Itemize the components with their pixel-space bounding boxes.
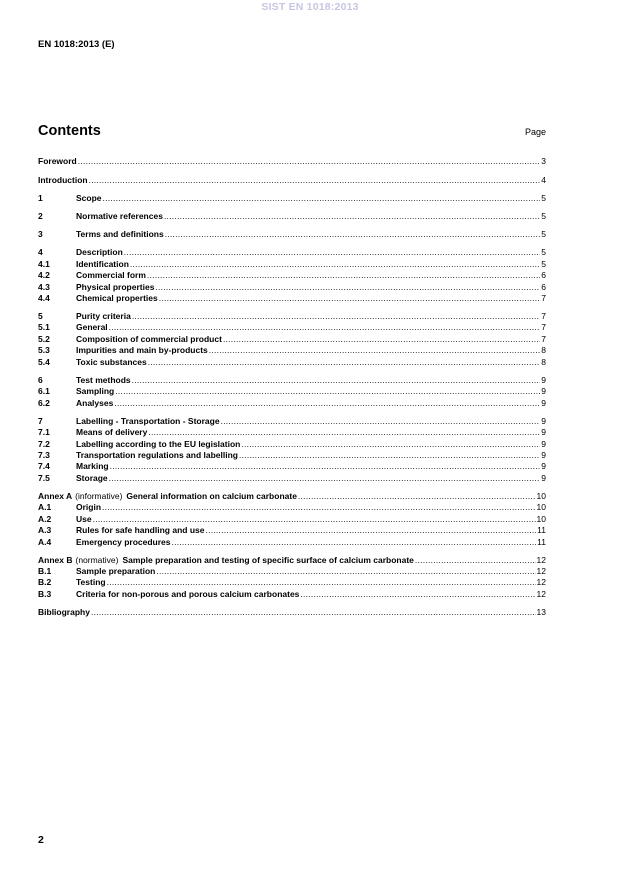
toc-entry-title: Impurities and main by-products	[76, 345, 208, 356]
toc-dot-leader	[148, 427, 540, 438]
toc-entry-title: Means of delivery	[76, 427, 148, 438]
toc-entry-number: 6	[38, 374, 43, 385]
toc-entry-page: 10	[536, 502, 546, 513]
toc-entry-page: 5	[541, 229, 546, 240]
toc-dot-leader	[298, 491, 536, 502]
toc-entry-number: B.3	[38, 588, 52, 599]
toc-entry-title: General information on calcium carbonate	[126, 490, 297, 501]
toc-entry-page: 12	[536, 577, 546, 588]
toc-entry-page: 10	[536, 490, 546, 501]
toc-entry-title: Rules for safe handling and use	[76, 525, 205, 536]
toc-entry-title: Terms and definitions	[76, 229, 164, 240]
toc-entry-title: Physical properties	[76, 281, 155, 292]
page-column-label: Page	[524, 127, 546, 137]
toc-dot-leader	[209, 345, 540, 356]
toc-entry-title: Test methods	[76, 374, 131, 385]
toc-entry-title: Labelling according to the EU legislation	[76, 438, 241, 449]
toc-entry-page: 12	[536, 554, 546, 565]
toc-entry-number: 6.1	[38, 386, 50, 397]
toc-dot-leader	[300, 589, 535, 600]
toc-entry-title: Foreword	[38, 156, 77, 167]
toc-entry-title: Emergency procedures	[76, 536, 171, 547]
toc-entry-page: 5	[541, 210, 546, 221]
toc-entry[interactable]	[38, 192, 546, 203]
toc-entry-page: 7	[541, 292, 546, 303]
toc-entry[interactable]	[38, 415, 546, 426]
toc-entry[interactable]	[38, 502, 546, 513]
toc-dot-leader	[103, 193, 541, 204]
toc-entry-title: Purity criteria	[76, 311, 131, 322]
toc-entry[interactable]	[38, 554, 546, 565]
toc-entry-title: Scope	[76, 192, 102, 203]
toc-entry-title: Introduction	[38, 174, 88, 185]
toc-entry-number: 5.1	[38, 322, 50, 333]
toc-entry-title: Description	[76, 247, 123, 258]
toc-entry-number: 7.4	[38, 461, 50, 472]
toc-entry-page: 13	[536, 607, 546, 618]
toc-entry[interactable]	[38, 461, 546, 472]
toc-dot-leader	[130, 259, 540, 270]
toc-entry[interactable]	[38, 211, 546, 222]
toc-entry-page: 9	[541, 415, 546, 426]
toc-entry-number: 4.1	[38, 258, 50, 269]
toc-dot-leader	[132, 375, 541, 386]
toc-dot-leader	[114, 398, 540, 409]
toc-entry-annex-kind: (informative)	[75, 490, 123, 501]
toc-entry-number: 4.4	[38, 292, 50, 303]
toc-dot-leader	[89, 175, 541, 186]
toc-entry-page: 9	[541, 386, 546, 397]
toc-entry[interactable]	[38, 174, 546, 185]
toc-entry-annex-kind: (normative)	[75, 554, 119, 565]
toc-entry-title: Chemical properties	[76, 292, 158, 303]
toc-entry-title: Criteria for non-porous and porous calcium carbonates	[76, 588, 300, 599]
toc-entry-number: 7.3	[38, 449, 50, 460]
toc-entry[interactable]	[38, 450, 546, 461]
toc-dot-leader	[148, 357, 541, 368]
toc-entry-number: 5.2	[38, 333, 50, 344]
toc-entry[interactable]	[38, 247, 546, 258]
toc-entry[interactable]	[38, 386, 546, 397]
toc-entry[interactable]	[38, 281, 546, 292]
toc-entry-title: Marking	[76, 461, 109, 472]
toc-entry-number: 7.1	[38, 427, 50, 438]
toc-entry[interactable]	[38, 156, 546, 167]
toc-entry-title: Analyses	[76, 397, 114, 408]
toc-entry[interactable]	[38, 345, 546, 356]
toc-entry-page: 6	[541, 281, 546, 292]
toc-dot-leader	[110, 461, 541, 472]
toc-dot-leader	[239, 450, 540, 461]
toc-entry-number: 4.2	[38, 270, 50, 281]
toc-dot-leader	[165, 229, 541, 240]
toc-dot-leader	[102, 502, 536, 513]
toc-dot-leader	[223, 334, 540, 345]
toc-entry-number: 1	[38, 192, 43, 203]
toc-entry[interactable]	[38, 588, 546, 599]
toc-entry-title: Use	[76, 513, 92, 524]
toc-entry-number: A.2	[38, 513, 52, 524]
toc-entry-title: Labelling - Transportation - Storage	[76, 415, 220, 426]
toc-entry-page: 7	[541, 311, 546, 322]
toc-entry[interactable]	[38, 607, 546, 618]
toc-dot-leader	[115, 386, 540, 397]
toc-entry-title: Sampling	[76, 386, 115, 397]
toc-entry[interactable]	[38, 566, 546, 577]
toc-dot-leader	[241, 439, 540, 450]
toc-dot-leader	[205, 525, 536, 536]
toc-entry-page: 9	[541, 461, 546, 472]
toc-entry-title: Composition of commercial product	[76, 333, 222, 344]
toc-entry-number: 7.5	[38, 472, 50, 483]
toc-entry-page: 7	[541, 333, 546, 344]
toc-entry[interactable]	[38, 577, 546, 588]
toc-entry-number: A.4	[38, 536, 52, 547]
toc-entry[interactable]	[38, 333, 546, 344]
toc-entry[interactable]	[38, 438, 546, 449]
toc-dot-leader	[91, 607, 536, 618]
toc-entry-number: 5.4	[38, 356, 50, 367]
toc-entry[interactable]	[38, 525, 546, 536]
toc-entry-page: 6	[541, 270, 546, 281]
toc-entry[interactable]	[38, 513, 546, 524]
toc-entry-number: 2	[38, 210, 43, 221]
toc-entry[interactable]	[38, 536, 546, 547]
toc-entry-number: A.3	[38, 525, 52, 536]
toc-dot-leader	[109, 473, 541, 484]
toc-entry[interactable]	[38, 374, 546, 385]
toc-dot-leader	[109, 322, 541, 333]
toc-entry-page: 5	[541, 247, 546, 258]
toc-entry-number: Annex A	[38, 490, 73, 501]
document-id: EN 1018:2013 (E)	[38, 39, 115, 50]
toc-entry[interactable]	[38, 270, 546, 281]
toc-entry-title: Toxic substances	[76, 356, 147, 367]
toc-dot-leader	[107, 577, 536, 588]
toc-entry-number: 4.3	[38, 281, 50, 292]
toc-entry-number: Annex B	[38, 554, 73, 565]
toc-entry-title: Testing	[76, 577, 106, 588]
toc-dot-leader	[132, 311, 540, 322]
toc-entry[interactable]	[38, 356, 546, 367]
toc-entry-number: A.1	[38, 502, 52, 513]
toc-dot-leader	[156, 566, 535, 577]
toc-dot-leader	[415, 555, 536, 566]
toc-entry-page: 9	[541, 397, 546, 408]
toc-entry-page: 5	[541, 192, 546, 203]
toc-entry-number: 7	[38, 415, 43, 426]
toc-entry-page: 3	[541, 156, 546, 167]
toc-entry[interactable]	[38, 258, 546, 269]
toc-dot-leader	[171, 537, 536, 548]
toc-dot-leader	[78, 156, 541, 167]
toc-entry-title: General	[76, 322, 108, 333]
toc-entry-page: 12	[536, 566, 546, 577]
toc-dot-leader	[221, 416, 541, 427]
toc-entry-title: Storage	[76, 472, 108, 483]
toc-entry-number: B.1	[38, 566, 52, 577]
toc-entry-number: 5.3	[38, 345, 50, 356]
toc-entry-title: Sample preparation	[76, 566, 156, 577]
toc-entry-number: 3	[38, 229, 43, 240]
page-number: 2	[38, 834, 44, 846]
toc-entry[interactable]	[38, 293, 546, 304]
toc-entry-title: Identification	[76, 258, 129, 269]
toc-entry-page: 9	[541, 438, 546, 449]
watermark: SIST EN 1018:2013	[261, 1, 359, 13]
toc-entry-page: 12	[536, 588, 546, 599]
toc-entry[interactable]	[38, 491, 546, 502]
toc-entry[interactable]	[38, 427, 546, 438]
toc-entry-page: 9	[541, 449, 546, 460]
toc-entry-title: Sample preparation and testing of specific surface of calcium carbonate	[122, 554, 414, 565]
toc-dot-leader	[164, 211, 540, 222]
toc-entry-page: 8	[541, 356, 546, 367]
toc-entry-page: 9	[541, 374, 546, 385]
toc-entry[interactable]	[38, 472, 546, 483]
toc-entry-page: 9	[541, 427, 546, 438]
toc-dot-leader	[124, 247, 541, 258]
toc-entry-page: 11	[537, 536, 546, 547]
toc-dot-leader	[159, 293, 541, 304]
toc-dot-leader	[93, 514, 536, 525]
toc-entry-page: 10	[536, 513, 546, 524]
toc-entry-number: 5	[38, 311, 43, 322]
toc-entry-title: Bibliography	[38, 607, 90, 618]
toc-entry-number: 7.2	[38, 438, 50, 449]
toc-entry[interactable]	[38, 397, 546, 408]
contents-title: Contents	[38, 123, 101, 139]
toc-entry[interactable]	[38, 311, 546, 322]
toc-entry-page: 11	[537, 525, 546, 536]
toc-entry-page: 8	[541, 345, 546, 356]
toc-entry-title: Normative references	[76, 210, 163, 221]
toc-dot-leader	[147, 270, 540, 281]
toc-entry-title: Transportation regulations and labelling	[76, 449, 238, 460]
toc-entry-number: 6.2	[38, 397, 50, 408]
toc-entry[interactable]	[38, 322, 546, 333]
toc-entry-number: B.2	[38, 577, 52, 588]
toc-entry[interactable]	[38, 229, 546, 240]
toc-dot-leader	[155, 282, 540, 293]
toc-entry-page: 5	[541, 258, 546, 269]
table-of-contents	[38, 156, 546, 618]
toc-entry-page: 9	[541, 472, 546, 483]
toc-entry-title: Commercial form	[76, 270, 146, 281]
toc-entry-number: 4	[38, 247, 43, 258]
toc-entry-title: Origin	[76, 502, 102, 513]
toc-entry-page: 7	[541, 322, 546, 333]
toc-entry-page: 4	[541, 174, 546, 185]
